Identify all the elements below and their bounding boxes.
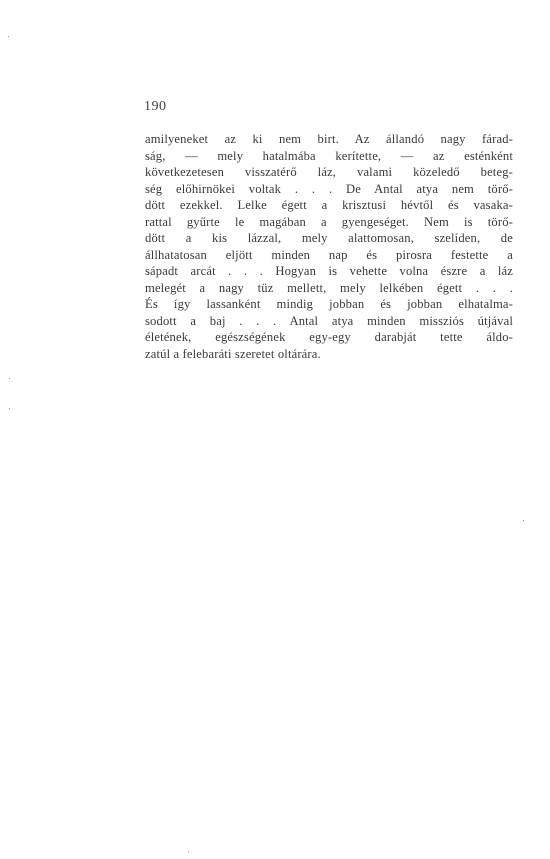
text-line: ség előhirnökei voltak . . . De Antal atya nem törő-	[145, 181, 513, 196]
text-line: És így lassanként mindig jobban és jobban elhatalma-	[145, 297, 513, 311]
scan-speck	[523, 520, 524, 521]
scan-speck	[9, 378, 10, 379]
text-line: következetesen visszatérő láz, valami közeledő beteg-	[145, 165, 513, 179]
text-line: ság, — mely hatalmába kerítette, — az esténként	[145, 148, 513, 163]
page-number: 190	[144, 99, 167, 114]
scan-speck	[188, 851, 189, 852]
text-line: melegét a nagy tüz mellett, mely lelkében égett . . .	[145, 280, 513, 295]
text-line: dött ezekkel. Lelke égett a krisztusi hévtől és vasaka-	[145, 198, 513, 212]
scan-speck	[9, 408, 10, 409]
body-text	[145, 131, 513, 362]
text-line: dött a kis lázzal, mely alattomosan, szelíden, de	[145, 231, 513, 245]
text-line: sápadt arcát . . . Hogyan is vehette volna észre a láz	[145, 264, 513, 278]
text-line: életének, egészségének egy-egy darabját tette áldo-	[145, 330, 513, 344]
text-line: állhatatosan eljött minden nap és pirosra festette a	[145, 247, 513, 262]
scan-speck	[8, 36, 9, 37]
text-line: amilyeneket az ki nem birt. Az állandó nagy fárad-	[145, 132, 513, 146]
text-line: zatúl a felebaráti szeretet oltárára.	[145, 346, 321, 361]
text-line: rattal gyűrte le magában a gyengeséget. Nem is törő-	[145, 214, 513, 229]
text-line: sodott a baj . . . Antal atya minden missziós útjával	[145, 313, 513, 328]
